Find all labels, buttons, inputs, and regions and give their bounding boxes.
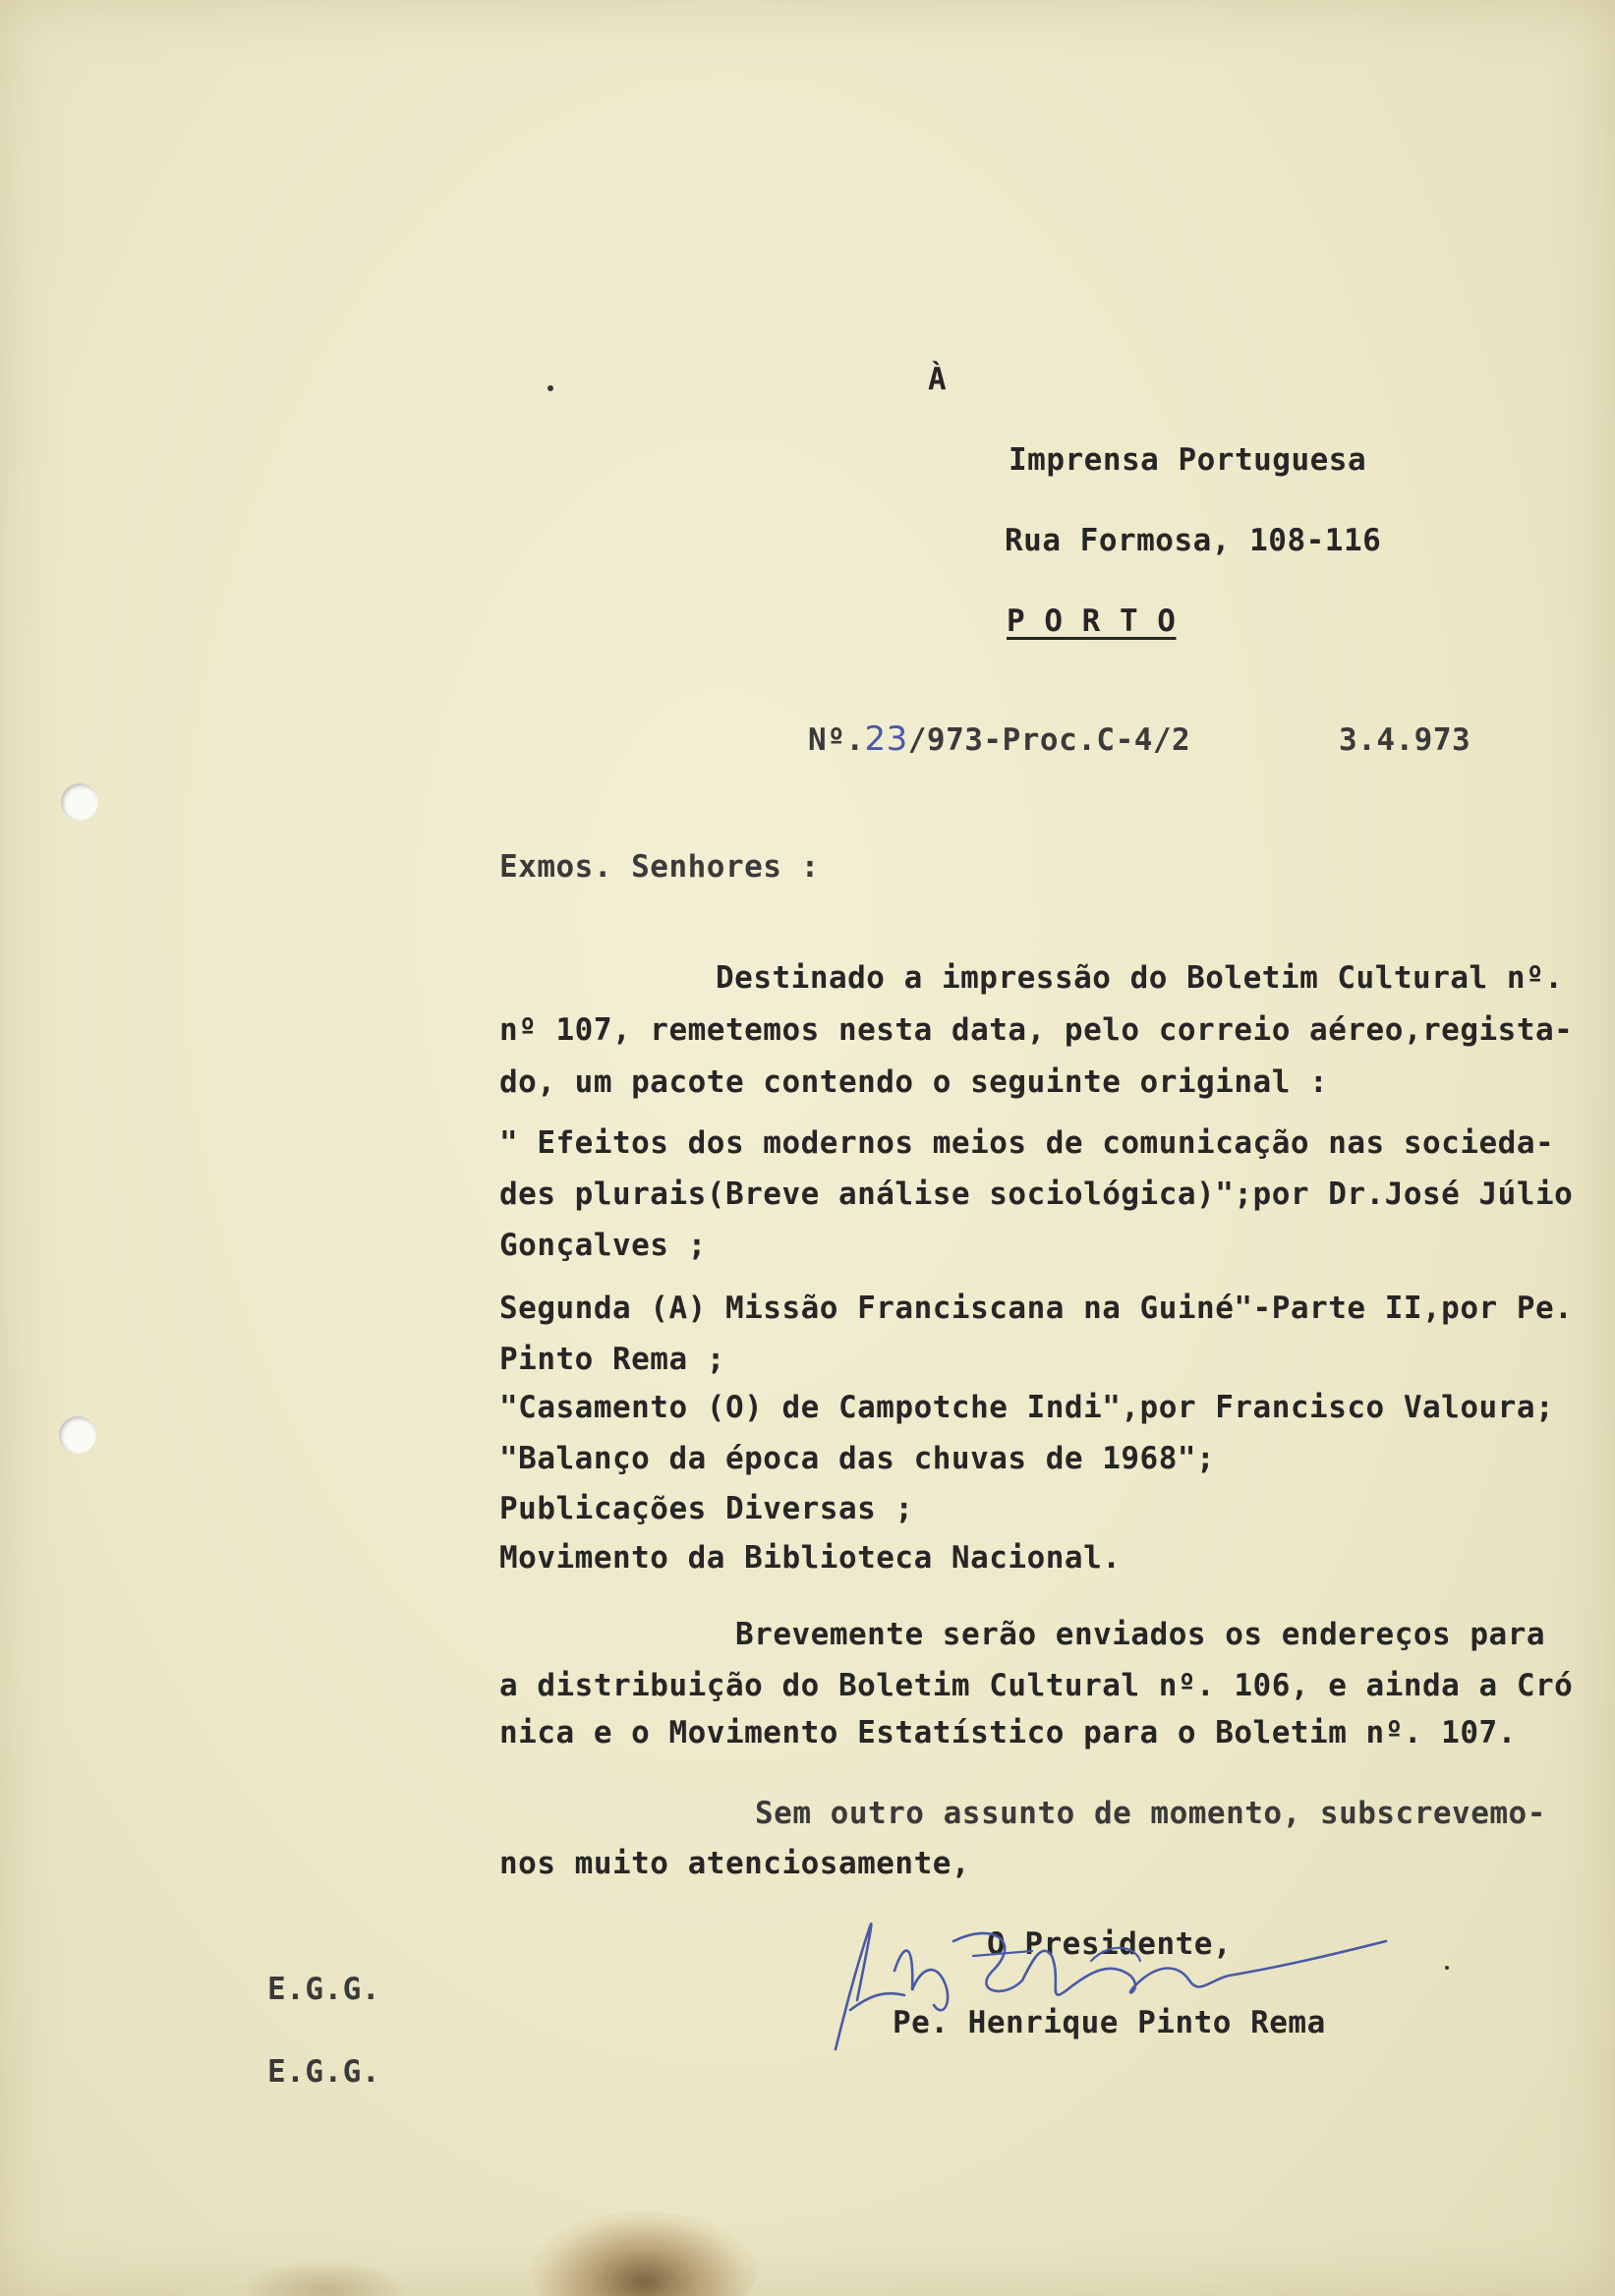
item-line: Movimento da Biblioteca Nacional. xyxy=(499,1540,1122,1576)
paragraph2-line1: Brevemente serão enviados os endereços para xyxy=(735,1617,1546,1652)
stray-dot xyxy=(548,385,553,391)
handwritten-number: 23 xyxy=(864,719,908,759)
stain xyxy=(246,2261,403,2296)
closing-title: O Presidente, xyxy=(987,1926,1233,1962)
item-line: "Casamento (O) de Campotche Indi",por Francisco Valoura; xyxy=(499,1390,1555,1425)
paragraph2-line3: nica e o Movimento Estatístico para o Boletim nº. 107. xyxy=(499,1715,1517,1751)
paragraph3-line1: Sem outro assunto de momento, subscrevemo- xyxy=(755,1796,1546,1831)
recipient-name: Imprensa Portuguesa xyxy=(1009,442,1367,478)
reference-suffix: /973-Proc.C-4/2 xyxy=(907,722,1191,758)
handwritten-signature xyxy=(796,1902,1406,2069)
item-line: Publicações Diversas ; xyxy=(499,1491,914,1526)
paragraph3-line2: nos muito atenciosamente, xyxy=(499,1846,971,1881)
item-line: Segunda (A) Missão Franciscana na Guiné"-Parte II,por Pe. xyxy=(499,1291,1574,1326)
closing-name: Pe. Henrique Pinto Rema xyxy=(893,2005,1326,2040)
paragraph1-line2: nº 107, remetemos nesta data, pelo correio aéreo,regista- xyxy=(499,1012,1574,1048)
recipient-prefix: À xyxy=(928,362,948,397)
item-line: "Balanço da época das chuvas de 1968"; xyxy=(499,1441,1216,1476)
paragraph1-line1: Destinado a impressão do Boletim Cultural nº. xyxy=(716,960,1564,996)
salutation: Exmos. Senhores : xyxy=(499,849,820,885)
reference-prefix: Nº. xyxy=(808,722,865,758)
reference-date: 3.4.973 xyxy=(1339,722,1471,758)
stray-mark xyxy=(1445,1966,1449,1970)
item-line: " Efeitos dos modernos meios de comunicação nas socieda- xyxy=(499,1125,1555,1161)
recipient-city: P O R T O xyxy=(1007,603,1177,639)
paragraph1-line3: do, um pacote contendo o seguinte original : xyxy=(499,1064,1329,1100)
burn-stain xyxy=(531,2211,757,2296)
item-line: Pinto Rema ; xyxy=(499,1342,725,1377)
punch-hole-bottom xyxy=(59,1416,96,1454)
recipient-street: Rua Formosa, 108-116 xyxy=(1005,523,1382,558)
item-line: des plurais(Breve análise sociológica)";por Dr.José Júlio xyxy=(499,1177,1574,1212)
punch-hole-top xyxy=(61,783,98,821)
paragraph2-line2: a distribuição do Boletim Cultural nº. 106, e ainda a Cró xyxy=(499,1668,1574,1703)
item-line: Gonçalves ; xyxy=(499,1228,707,1263)
copy-initials-1: E.G.G. xyxy=(267,1972,380,2007)
reference-line xyxy=(808,719,1190,759)
copy-initials-2: E.G.G. xyxy=(267,2054,380,2090)
